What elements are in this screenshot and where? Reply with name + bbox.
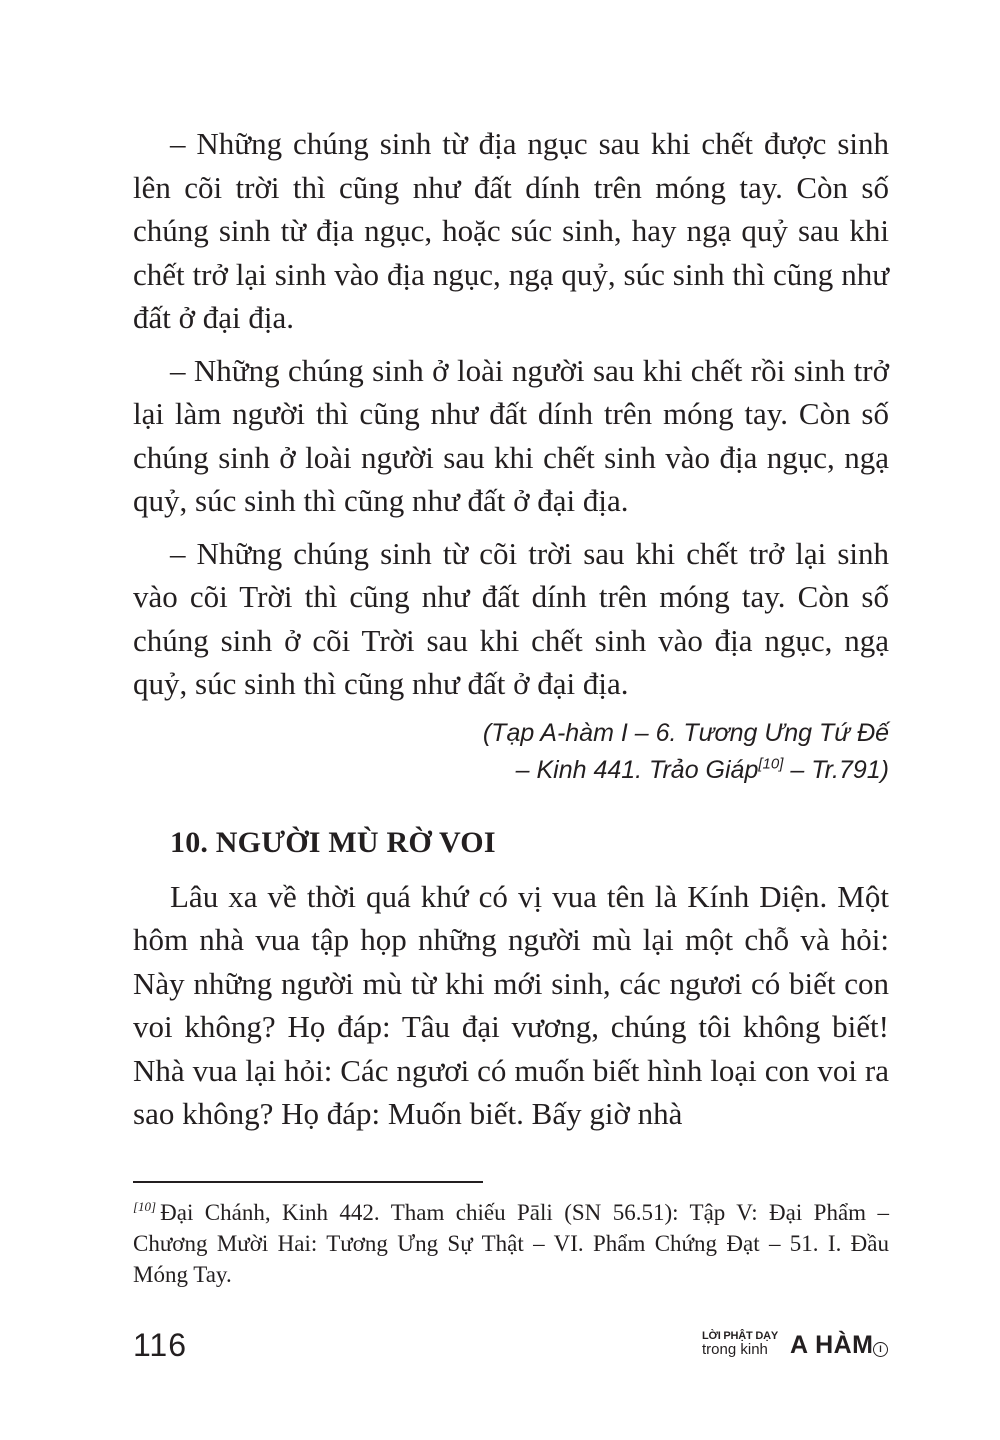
volume-badge: I (873, 1342, 888, 1357)
citation-line-1: (Tạp A-hàm I – 6. Tương Ưng Tứ Đế (482, 718, 889, 747)
logo-top-text: LỜI PHẬT DẠY (702, 1330, 779, 1342)
logo-main-text: A HÀM (790, 1331, 874, 1359)
sutra-citation (133, 715, 889, 789)
citation-line-2-text: – Kinh 441. Trảo Giáp (515, 755, 759, 784)
footnote-divider (133, 1181, 483, 1183)
citation-line-2-end: – Tr.791) (783, 755, 889, 784)
footnote-reference[interactable]: [10] (758, 755, 784, 773)
footnote-text: Đại Chánh, Kinh 442. Tham chiếu Pāli (SN 56.51): Tập V: Đại Phẩm – Chương Mười Hai: Tương Ưng Sự Thật – VI. Phẩm Chứng Đạt – 51. I. Đầu Móng Tay. (133, 1200, 889, 1287)
footnote (133, 1197, 889, 1290)
page-body (133, 122, 889, 1145)
section-heading: 10. NGƯỜI MÙ RỜ VOI (170, 825, 496, 859)
paragraph-hell-beings: – Những chúng sinh từ địa ngục sau khi chết được sinh lên cõi trời thì cũng như đất dính trên móng tay. Còn số chúng sinh từ địa ngục, hoặc súc sinh, hay ngạ quỷ sau khi chết trở lại sinh vào địa ngục, ngạ quỷ, súc sinh thì cũng như đất ở đại địa. (133, 126, 889, 335)
citation-line-2 (133, 752, 889, 789)
section-body-paragraph: Lâu xa về thời quá khứ có vị vua tên là Kính Diện. Một hôm nhà vua tập họp những người mù lại một chỗ và hỏi: Này những người mù từ khi mới sinh, các ngươi có biết con voi không? Họ đáp: Tâu đại vương, chúng tôi không biết! Nhà vua lại hỏi: Các ngươi có muốn biết hình loại con voi ra sao không? Họ đáp: Muốn biết. Bấy giờ nhà (133, 878, 889, 1131)
book-logo (700, 1330, 890, 1364)
paragraph-human-beings: – Những chúng sinh ở loài người sau khi chết rồi sinh trở lại làm người thì cũng như đất dính trên móng tay. Còn số chúng sinh ở loài người sau khi chết sinh vào địa ngục, ngạ quỷ, súc sinh thì cũng như đất ở đại địa. (133, 352, 889, 518)
footnote-marker: [10] (133, 1199, 157, 1215)
paragraph-heavenly-beings: – Những chúng sinh từ cõi trời sau khi chết trở lại sinh vào cõi Trời thì cũng như đất dính trên móng tay. Còn số chúng sinh ở cõi Trời sau khi chết sinh vào địa ngục, ngạ quỷ, súc sinh thì cũng như đất ở đại địa. (133, 535, 889, 701)
page-number: 116 (133, 1327, 188, 1363)
logo-bottom-text: trong kinh (702, 1341, 768, 1358)
